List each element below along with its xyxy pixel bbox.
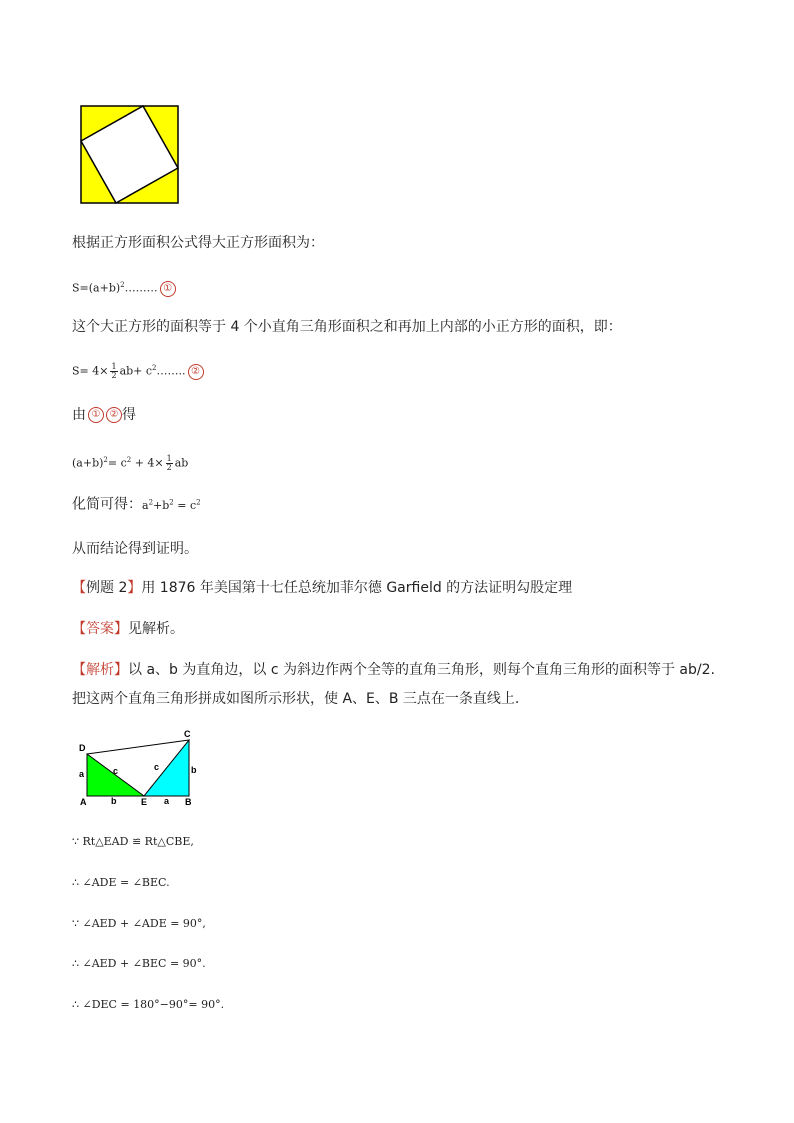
example-text: 用 1876 年美国第十七任总统加菲尔德 Garfield 的方法证明勾股定理: [141, 580, 573, 596]
equation-1: [72, 275, 176, 299]
simplify-eq: = c: [173, 498, 197, 512]
proof-step-3: ∵ ∠AED + ∠ADE = 90°,: [72, 917, 206, 930]
eq1-lhs: S=(a+b): [72, 281, 121, 295]
label-point-b: B: [185, 797, 192, 807]
simplify-sup-b: 2: [169, 498, 174, 506]
label-point-d: D: [79, 743, 86, 753]
analysis-bracket-close: 】: [114, 662, 128, 678]
garfield-trapezoid-diagram: [76, 726, 206, 808]
simplify-sup-a: 2: [148, 498, 154, 506]
eq2-frac-num: 1: [111, 362, 117, 372]
simplify-label: 化简可得：: [72, 496, 142, 513]
answer-text: 见解析。: [128, 621, 184, 637]
example-bracket-close: 】: [127, 580, 142, 596]
eq1-sup: 2: [120, 281, 125, 289]
example-label: 例题 2: [86, 580, 128, 596]
eq3-sup2: 2: [126, 456, 132, 464]
eq3-frac-num: 1: [166, 454, 172, 464]
equation-2: [72, 358, 204, 382]
label-side-b-bottom: b: [111, 796, 117, 806]
eq3-lhs: (a+b): [72, 456, 104, 470]
marker-2: ②: [188, 364, 204, 380]
equation-3: [72, 450, 188, 474]
proof-step-1: ∵ Rt△EAD ≌ Rt△CBE,: [72, 835, 194, 848]
conclusion-text: 从而结论得到证明。: [72, 541, 198, 557]
simplify-sup-c: 2: [196, 498, 201, 506]
answer-bracket-open: 【: [72, 621, 86, 637]
proof-step-5: ∴ ∠DEC = 180°−90°= 90°.: [72, 998, 225, 1011]
eq2-fraction: [110, 363, 117, 380]
eq3-sup: 2: [103, 456, 108, 464]
from-text: [72, 405, 136, 425]
eq1-dots: ………: [124, 281, 158, 295]
from-marker-1: ①: [88, 407, 104, 423]
pythagoras-square-figure: [80, 105, 180, 205]
analysis-line-2: 把这两个直角三角形拼成如图所示形状，使 A、E、B 三点在一条直线上.: [72, 691, 520, 707]
eq3-frac-den: 2: [166, 463, 172, 473]
label-side-c-right: c: [154, 762, 160, 772]
simplify-a: a: [142, 498, 149, 512]
marker-1: ①: [160, 281, 176, 297]
label-point-a: A: [80, 797, 87, 807]
eq3-eq: = c: [107, 456, 127, 470]
analysis-line-1: [72, 660, 715, 680]
eq2-sup: 2: [152, 364, 157, 372]
label-side-a-bottom: a: [164, 796, 170, 806]
analysis-label: 解析: [86, 662, 114, 678]
example-line: [72, 578, 572, 598]
simplify-line: [72, 492, 201, 516]
eq3-tail: ab: [174, 456, 189, 470]
label-side-a-left: a: [79, 769, 85, 779]
statement-text: 这个大正方形的面积等于 4 个小直角三角形面积之和再加上内部的小正方形的面积，即：: [72, 319, 622, 335]
eq2-prefix: S= 4×: [72, 364, 109, 378]
analysis-bracket-open: 【: [72, 662, 86, 678]
segment-dc: [87, 740, 189, 754]
eq3-fraction: [166, 455, 173, 472]
label-point-e: E: [141, 797, 148, 807]
from-suffix: 得: [122, 407, 136, 423]
simplify-plus: +b: [153, 498, 170, 512]
label-side-c-left: c: [113, 766, 119, 776]
intro-text: 根据正方形面积公式得大正方形面积为：: [72, 235, 324, 251]
from-prefix: 由: [72, 407, 86, 423]
eq2-frac-den: 2: [111, 371, 117, 381]
label-point-c: C: [184, 729, 191, 739]
answer-line: [72, 619, 184, 639]
answer-bracket-close: 】: [114, 621, 128, 637]
triangle-cbe: [144, 740, 189, 796]
simplify-expr: [142, 499, 201, 512]
answer-label: 答案: [86, 621, 114, 637]
proof-step-2: ∴ ∠ADE = ∠BEC.: [72, 876, 170, 889]
eq2-dots: ……..: [156, 364, 186, 378]
example-bracket-open: 【: [72, 580, 86, 596]
label-side-b-right: b: [191, 765, 197, 775]
eq2-mid: ab+ c: [119, 364, 153, 378]
proof-step-4: ∴ ∠AED + ∠BEC = 90°.: [72, 957, 206, 970]
analysis-text-1: 以 a、b 为直角边，以 c 为斜边作两个全等的直角三角形，则每个直角三角形的面积等于 ab/2.: [128, 662, 715, 678]
eq3-mid: + 4×: [131, 456, 164, 470]
from-marker-2: ②: [106, 407, 122, 423]
